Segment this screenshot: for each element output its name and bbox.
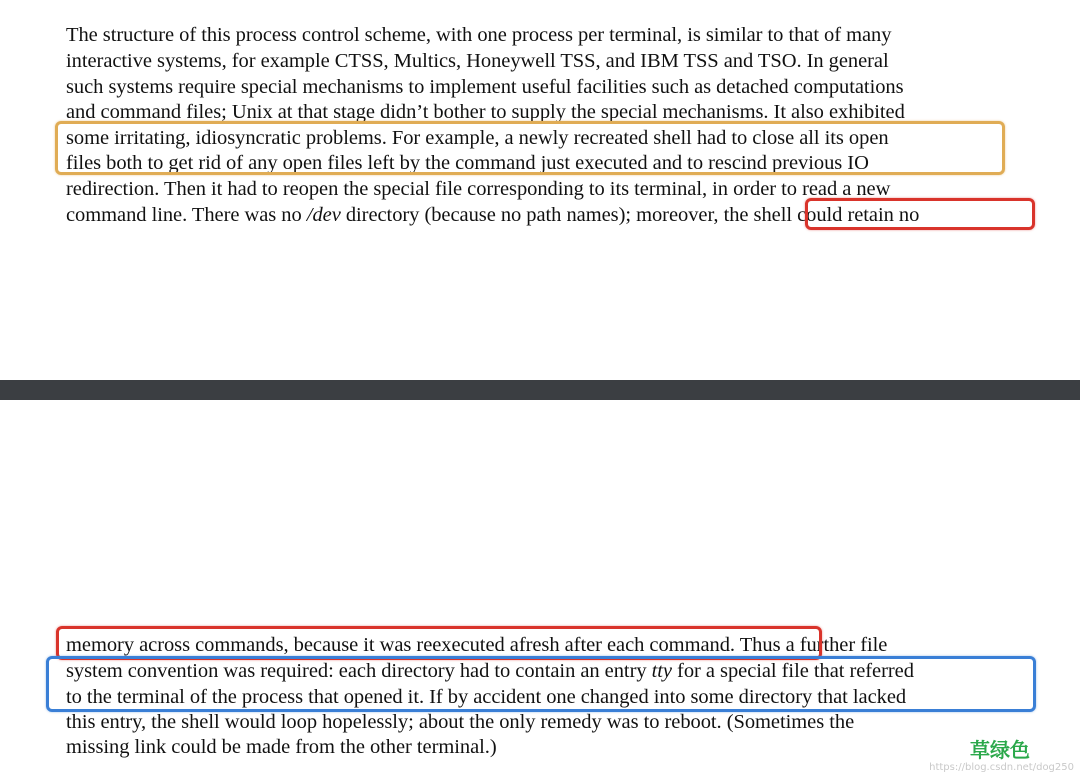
italic-term-dev: /dev [306,204,341,226]
text-segment: system convention was required: each directory had to contain an entry [66,660,652,682]
text-line: The structure of this process control scheme, with one process per terminal, is similar to that of many [66,24,892,46]
text-line: to the terminal of the process that opened it. If by accident one changed into some directory that lacked [66,686,907,708]
text-line: and command files; Unix at that stage didn’t bother to supply the special mechanisms. It also exhibited [66,101,905,123]
text-line: missing link could be made from the other terminal.) [66,736,497,758]
page-bottom [0,400,1080,782]
text-segment: command line. There was no [66,204,307,226]
orange-highlight-box [55,121,1005,175]
watermark-label: 草绿色 [970,738,1030,762]
text-line [66,202,919,228]
text-line: such systems require special mechanisms to implement useful facilities such as detached computations [66,76,904,98]
red-highlight-box-bottom [56,626,822,660]
blue-highlight-box [46,656,1036,712]
text-line: interactive systems, for example CTSS, Multics, Honeywell TSS, and IBM TSS and TSO. In general [66,50,889,72]
text-line: this entry, the shell would loop hopelessly; about the only remedy was to reboot. (Sometimes the [66,711,855,733]
highlighted-phrase: the shell could retain no [723,204,920,226]
text-segment: directory (because no path names); moreover, [340,204,724,226]
watermark-url: https://blog.csdn.net/dog250 [929,762,1074,773]
red-highlight-box-top [805,198,1035,230]
text-line: files both to get rid of any open files left by the command just executed and to rescind previous IO [66,152,869,174]
text-segment: for a special file that referred [671,660,914,682]
page-top [0,0,1080,380]
highlighted-phrase: memory across commands, because it was reexecuted afresh after each command. [66,634,735,656]
text-segment: Thus a further file [735,634,888,656]
page-break-divider [0,380,1080,400]
text-line: some irritating, idiosyncratic problems. For example, a newly recreated shell had to close all its open [66,127,889,149]
italic-term-tty: tty [651,660,672,682]
text-line: redirection. Then it had to reopen the special file corresponding to its terminal, in order to read a new [66,178,891,200]
